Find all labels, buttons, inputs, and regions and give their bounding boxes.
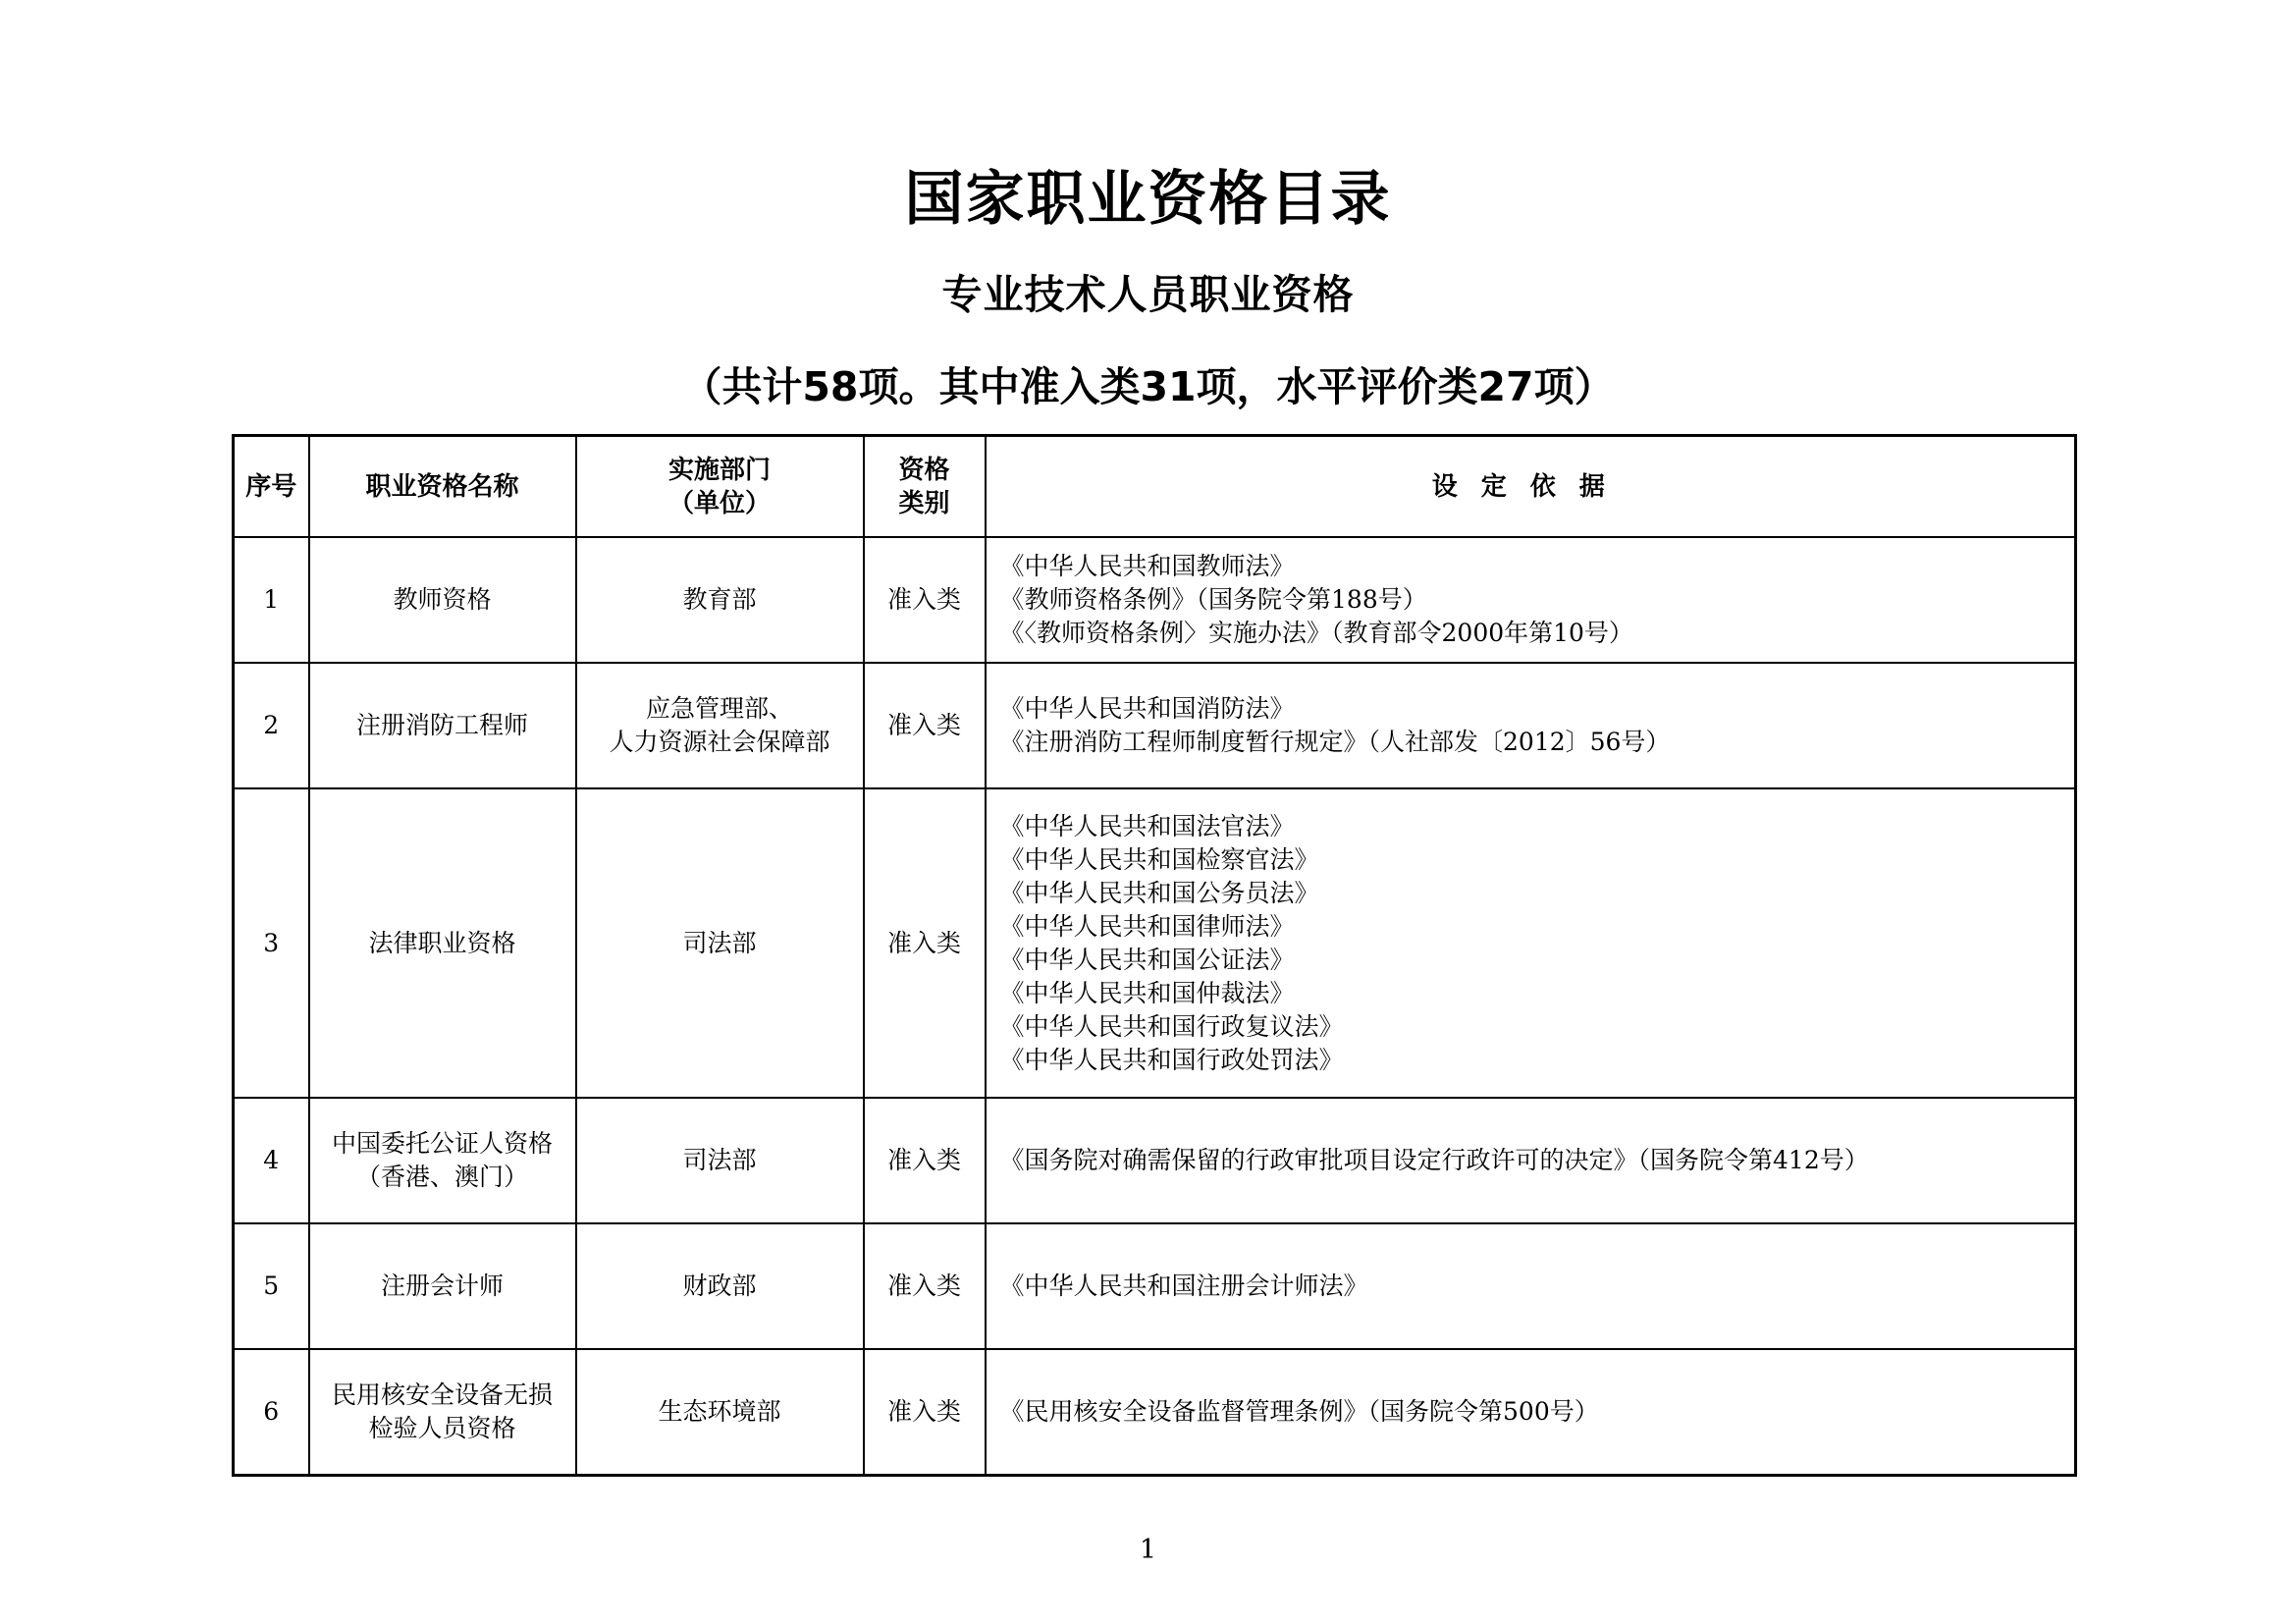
basis-line: 《中华人民共和国法官法》 xyxy=(999,811,1295,840)
cell-qualification-name xyxy=(309,788,576,1098)
cell-index xyxy=(234,1098,309,1223)
basis-line: 《中华人民共和国检察官法》 xyxy=(999,844,1319,874)
category-label: 准入类 xyxy=(886,1272,961,1300)
cell-qualification-name xyxy=(309,1223,576,1349)
cell-department xyxy=(576,537,864,663)
document-subtitle: 专业技术人员职业资格 xyxy=(941,271,1355,318)
qualification-name-line: 中国委托公证人资格 xyxy=(331,1129,553,1158)
basis-line: 《〈教师资格条例〉实施办法》（教育部令2000年第10号） xyxy=(999,619,1633,647)
document-title: 国家职业资格目录 xyxy=(904,165,1392,234)
cell-category xyxy=(864,663,986,788)
basis-line: 《教师资格条例》（国务院令第188号） xyxy=(999,585,1427,614)
header-name xyxy=(309,436,576,538)
category-label: 准入类 xyxy=(886,1397,961,1426)
department-line: 司法部 xyxy=(682,1146,757,1174)
table-header-row xyxy=(234,436,2076,538)
cell-qualification-name xyxy=(309,663,576,788)
qualification-name-line: （香港、澳门） xyxy=(355,1163,528,1191)
cell-basis xyxy=(986,537,2076,663)
row-index: 3 xyxy=(263,928,280,957)
department-line: 财政部 xyxy=(682,1272,757,1300)
cell-department xyxy=(576,788,864,1098)
cell-department xyxy=(576,1098,864,1223)
basis-line: 《中华人民共和国教师法》 xyxy=(999,552,1295,580)
header-department-line2: （单位） xyxy=(667,488,771,518)
cell-qualification-name xyxy=(309,1349,576,1476)
cell-category xyxy=(864,537,986,663)
qualification-name-line: 注册消防工程师 xyxy=(355,711,528,739)
page-number: 1 xyxy=(1139,1535,1157,1565)
row-index: 6 xyxy=(263,1397,280,1426)
cell-index xyxy=(234,537,309,663)
header-index xyxy=(234,436,309,538)
cell-basis xyxy=(986,1349,2076,1476)
cell-index xyxy=(234,1349,309,1476)
cell-index xyxy=(234,1223,309,1349)
basis-line: 《中华人民共和国消防法》 xyxy=(999,694,1295,723)
basis-line: 《中华人民共和国行政复议法》 xyxy=(999,1011,1344,1041)
basis-line: 《中华人民共和国公证法》 xyxy=(999,945,1295,974)
table-row xyxy=(234,1223,2076,1349)
cell-basis xyxy=(986,788,2076,1098)
cell-category xyxy=(864,1223,986,1349)
category-label: 准入类 xyxy=(886,928,961,957)
qualification-table xyxy=(232,434,2077,1477)
qualification-name-line: 教师资格 xyxy=(393,585,492,614)
department-line: 教育部 xyxy=(682,585,757,614)
header-basis-label: 设定依据 xyxy=(1431,471,1629,502)
cell-basis xyxy=(986,1098,2076,1223)
cell-category xyxy=(864,788,986,1098)
qualification-name-line: 检验人员资格 xyxy=(368,1414,516,1442)
table-row xyxy=(234,1349,2076,1476)
header-name-label: 职业资格名称 xyxy=(365,471,519,502)
basis-line: 《注册消防工程师制度暂行规定》（人社部发〔2012〕56号） xyxy=(999,728,1671,756)
cell-index xyxy=(234,663,309,788)
department-line: 司法部 xyxy=(682,928,757,957)
basis-line: 《民用核安全设备监督管理条例》（国务院令第500号） xyxy=(999,1397,1599,1426)
row-index: 4 xyxy=(263,1146,280,1174)
basis-line: 《中华人民共和国行政处罚法》 xyxy=(999,1045,1344,1074)
qualification-name-line: 法律职业资格 xyxy=(368,928,516,957)
row-index: 1 xyxy=(263,585,280,614)
header-basis xyxy=(986,436,2076,538)
cell-index xyxy=(234,788,309,1098)
header-department xyxy=(576,436,864,538)
category-label: 准入类 xyxy=(886,585,961,614)
header-category-line2: 类别 xyxy=(898,488,950,518)
basis-line: 《国务院对确需保留的行政审批项目设定行政许可的决定》（国务院令第412号） xyxy=(999,1146,1869,1174)
table-row xyxy=(234,1098,2076,1223)
cell-category xyxy=(864,1349,986,1476)
cell-basis xyxy=(986,663,2076,788)
department-line: 应急管理部、 xyxy=(645,694,793,723)
category-label: 准入类 xyxy=(886,711,961,739)
row-index: 5 xyxy=(263,1272,280,1300)
department-line: 人力资源社会保障部 xyxy=(609,728,830,756)
basis-line: 《中华人民共和国律师法》 xyxy=(999,911,1295,941)
cell-qualification-name xyxy=(309,1098,576,1223)
basis-line: 《中华人民共和国注册会计师法》 xyxy=(999,1272,1368,1300)
header-category xyxy=(864,436,986,538)
table-body xyxy=(234,537,2076,1476)
table-row xyxy=(234,788,2076,1098)
table-row xyxy=(234,663,2076,788)
cell-qualification-name xyxy=(309,537,576,663)
header-index-label: 序号 xyxy=(245,471,297,502)
header-category-line1: 资格 xyxy=(898,455,950,485)
basis-line: 《中华人民共和国仲裁法》 xyxy=(999,978,1295,1007)
header-department-line1: 实施部门 xyxy=(667,455,771,485)
cell-basis xyxy=(986,1223,2076,1349)
department-line: 生态环境部 xyxy=(658,1397,781,1426)
qualification-name-line: 民用核安全设备无损 xyxy=(331,1380,553,1409)
document-summary: （共计58项。其中准入类31项，水平评价类27项） xyxy=(681,363,1615,410)
row-index: 2 xyxy=(263,711,280,739)
basis-line: 《中华人民共和国公务员法》 xyxy=(999,878,1319,907)
cell-department xyxy=(576,1349,864,1476)
cell-department xyxy=(576,663,864,788)
table-row xyxy=(234,537,2076,663)
category-label: 准入类 xyxy=(886,1146,961,1174)
cell-department xyxy=(576,1223,864,1349)
cell-category xyxy=(864,1098,986,1223)
qualification-name-line: 注册会计师 xyxy=(380,1272,504,1300)
